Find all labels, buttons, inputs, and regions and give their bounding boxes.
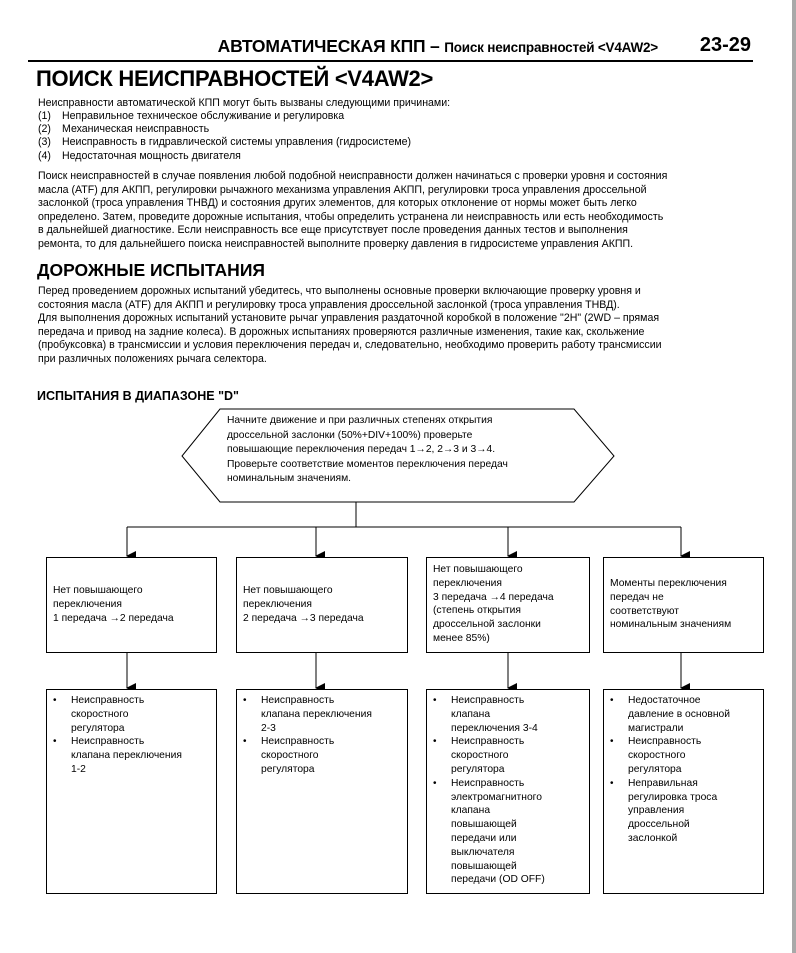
start-step-text: Начните движение и при различных степенях открытия дроссельной заслонки (50%+DIV+100%) проверьте повышающие переключения передач 1→2, 2→3 и 3→4. Проверьте соответствие моментов переключения передач номинальным значениям. [227, 415, 508, 484]
cause-box-3 [426, 689, 590, 894]
cause-bullet: • Неисправность клапана переключения 3-4 [427, 694, 589, 735]
cause-bullet: • Неправильная регулировка троса управления дроссельной заслонкой [604, 777, 763, 846]
cause-bullet: • Неисправность клапана переключения 1-2 [47, 735, 216, 776]
header-title-main: АВТОМАТИЧЕСКАЯ КПП – [217, 36, 445, 56]
intro-text: Неисправности автоматической КПП могут быть вызваны следующими причинами: [38, 97, 451, 109]
section-heading-d-range-tests: ИСПЫТАНИЯ В ДИАПАЗОНЕ "D" [37, 389, 239, 403]
cause-bullet: • Неисправность скоростного регулятора [47, 694, 216, 735]
road-test-paragraph: Перед проведением дорожных испытаний убедитесь, что выполнены основные проверки включающие проверку уровня и состояния масла (ATF) для АКПП и регулировку троса управления дроссельной заслонкой (троса управления ТНВД). Для выполнения дорожных испытаний установите рычаг управления раздаточной коробкой в положение "2H" (2WD – прямая передача и привод на задние колеса). В дорожных испытаниях проверяются различные изменения, такие как, скольжение (пробуксовка) в трансмиссии и условия переключения передач и, следовательно, необходимо проверить работу трансмиссии при различных положениях рычага селектора. [38, 285, 662, 365]
cause-bullet: • Недостаточное давление в основной магистрали [604, 694, 763, 735]
page-number: 23-29 [699, 34, 751, 56]
symptom-box-2-3: Нет повышающего переключения 2 передача →3 передача [236, 557, 408, 653]
symptom-box-3-4: Нет повышающего переключения 3 передача →4 передача (степень открытия дроссельной заслонки менее 85%) [426, 557, 590, 653]
cause-item: (3) Неисправность в гидравлической системы управления (гидросистеме) [38, 136, 412, 149]
cause-bullet: • Неисправность клапана переключения 2-3 [237, 694, 407, 735]
cause-item: (2) Механическая неисправность [38, 123, 210, 136]
cause-bullet: • Неисправность электромагнитного клапана повышающей передачи или выключателя повышающей передачи (OD OFF) [427, 777, 589, 887]
cause-bullet: • Неисправность скоростного регулятора [427, 735, 589, 776]
cause-box-4 [603, 689, 764, 894]
section-heading-road-tests: ДОРОЖНЫЕ ИСПЫТАНИЯ [37, 260, 265, 280]
section-heading-troubleshooting: ПОИСК НЕИСПРАВНОСТЕЙ <V4AW2> [36, 66, 434, 91]
cause-item: (4) Недостаточная мощность двигателя [38, 149, 241, 162]
troubleshooting-paragraph: Поиск неисправностей в случае появления любой подобной неисправности должен начинаться с проверки уровня и состояния масла (ATF) для АКПП, регулировки рычажного механизма управления АКПП, регулировки троса управления дроссельной заслонкой (троса управления ТНВД) и состояния других элементов, для которых отклонение от нормы может быть легко определено. Затем, проведите дорожные испытания, чтобы определить устранена ли неисправность или есть необходимость в дальнейшей диагностике. Если неисправность все еще присутствует после проведения данных тестов и выполнения ремонта, то для дальнейшего поиска неисправностей выполните проверку давления в гидросистеме управления АКПП. [38, 170, 668, 250]
symptom-box-shift-points: Моменты переключения передач не соответствуют номинальным значениям [603, 557, 764, 653]
header-title-sub: Поиск неисправностей <V4AW2> [444, 40, 658, 55]
cause-box-2 [236, 689, 408, 894]
symptom-box-1-2: Нет повышающего переключения 1 передача →2 передача [46, 557, 217, 653]
cause-box-1 [46, 689, 217, 894]
cause-bullet: • Неисправность скоростного регулятора [604, 735, 763, 776]
cause-item: (1) Неправильное техническое обслуживание и регулировка [38, 110, 345, 122]
cause-bullet: • Неисправность скоростного регулятора [237, 735, 407, 776]
